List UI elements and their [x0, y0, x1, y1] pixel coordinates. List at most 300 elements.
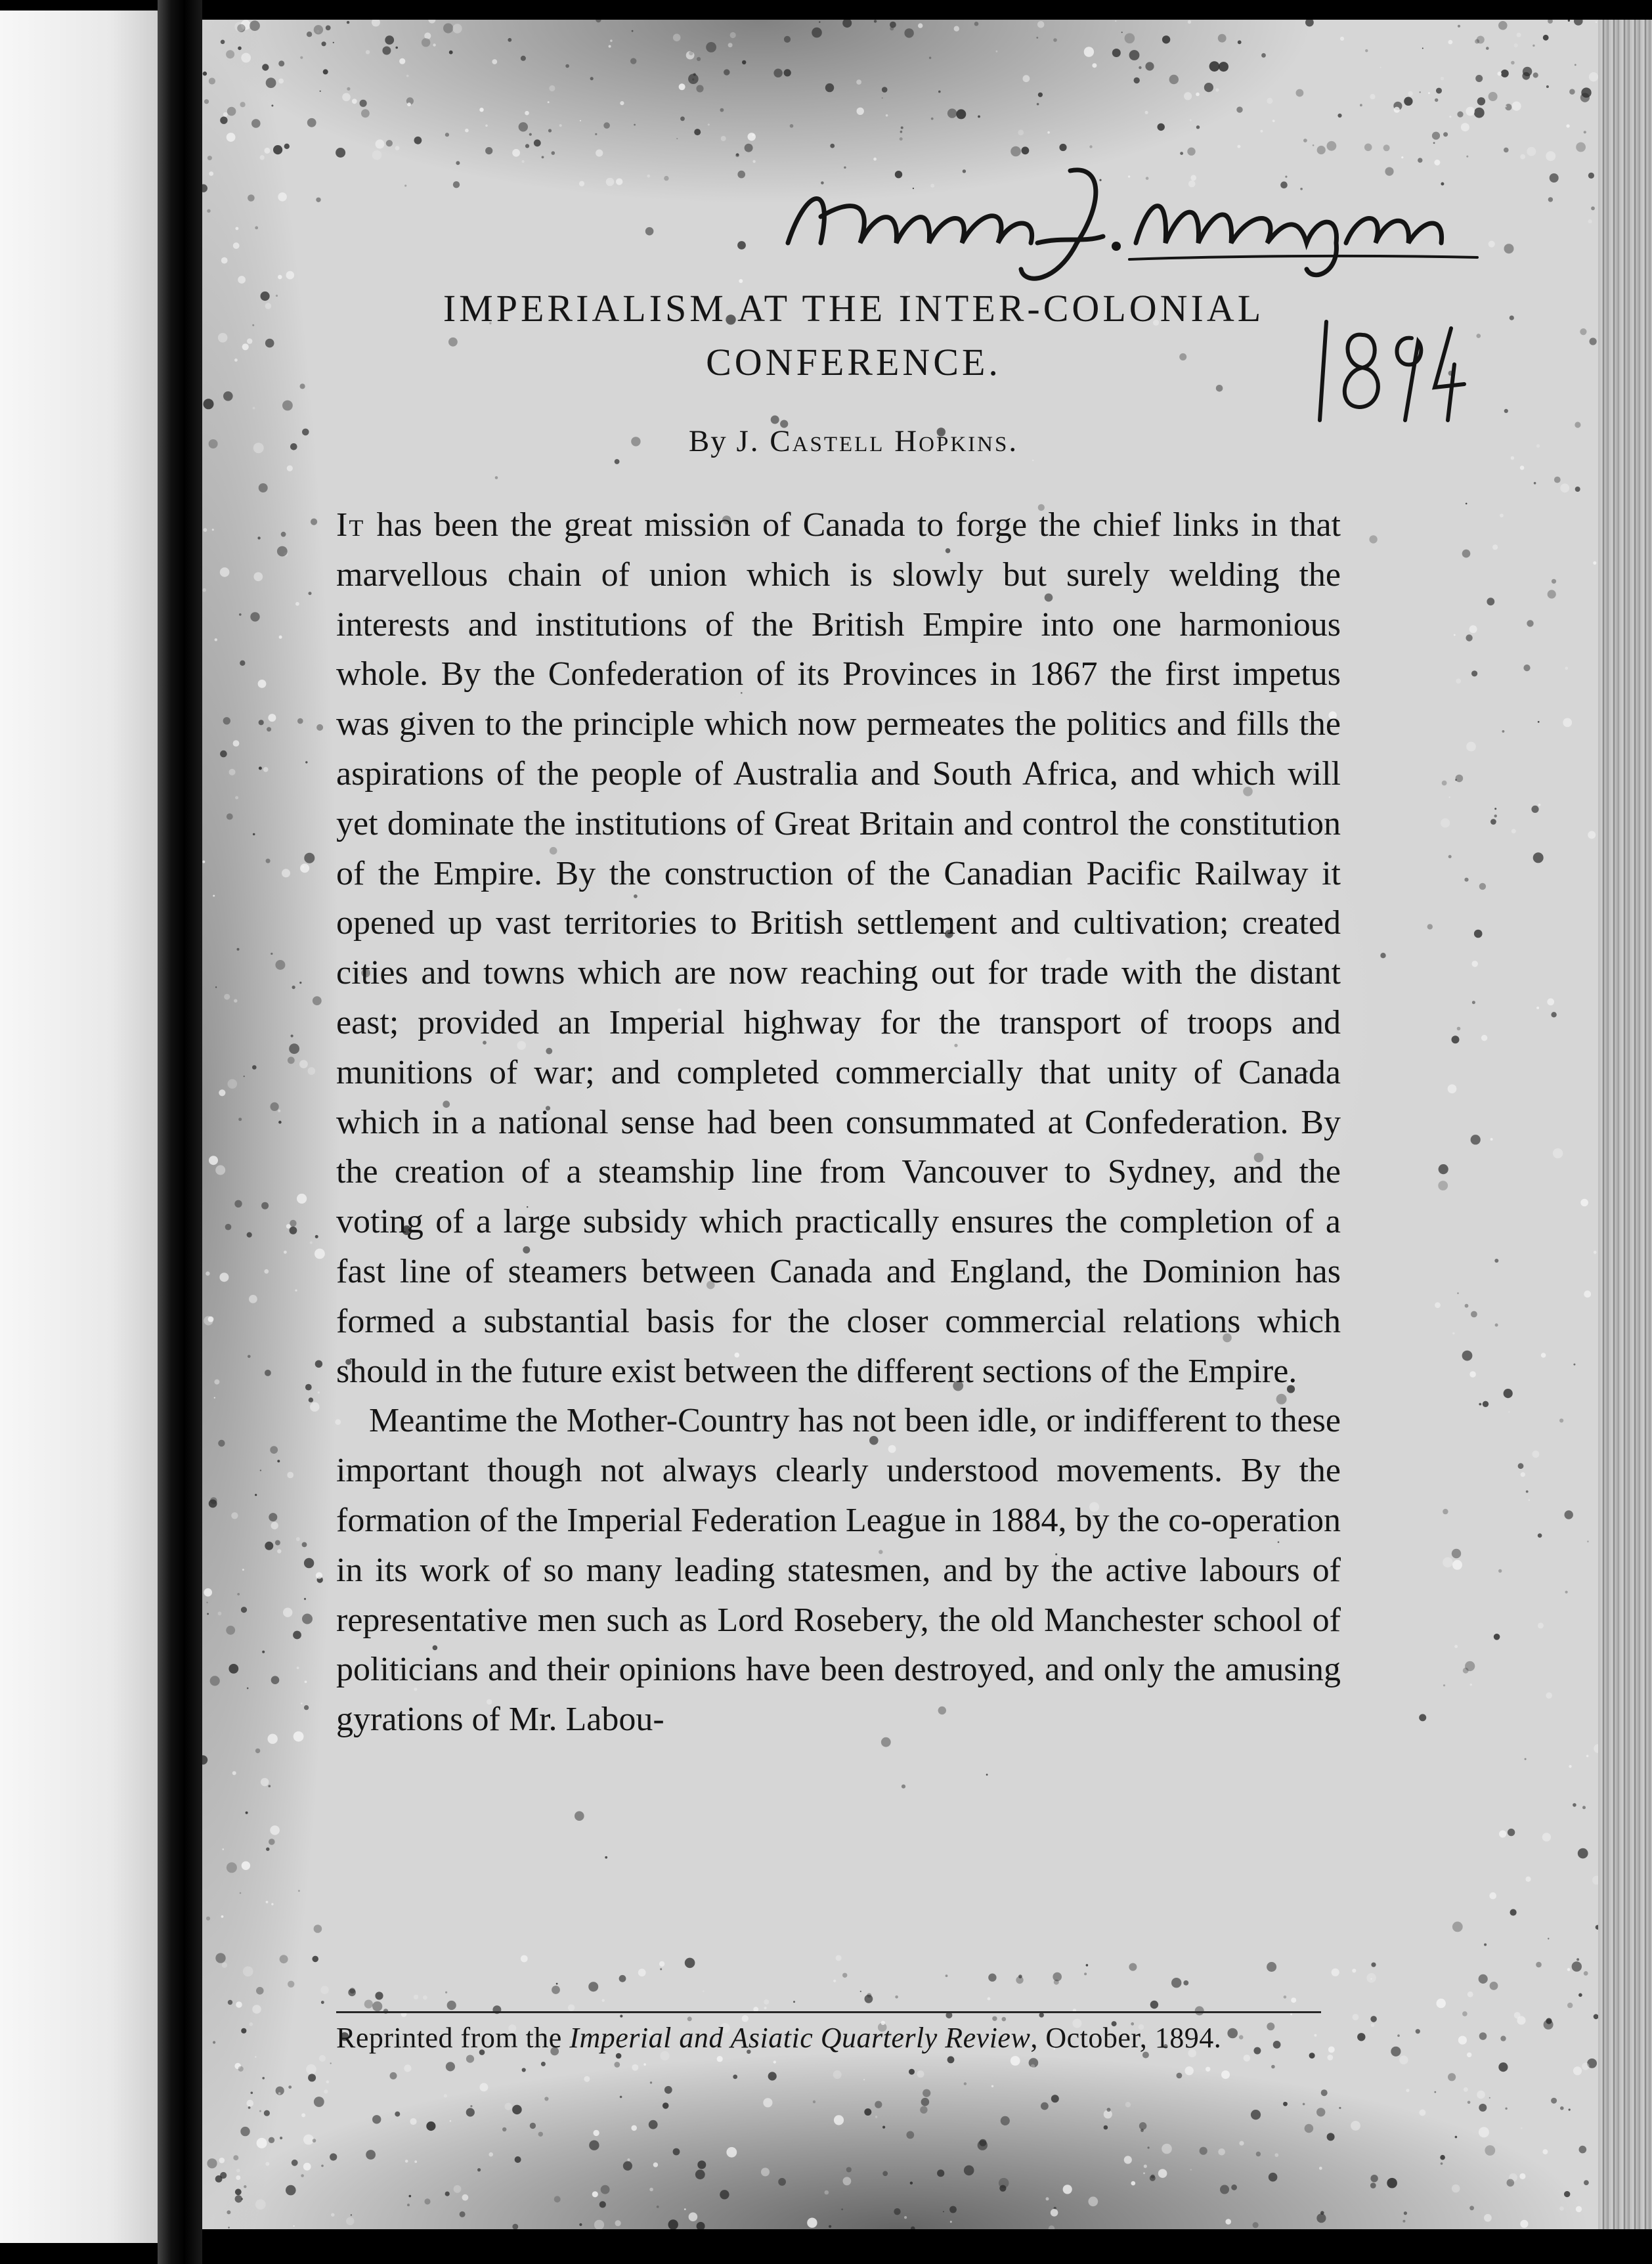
- foxing-spot: [321, 2001, 324, 2004]
- foxing-spot: [203, 72, 207, 76]
- foxing-spot: [399, 58, 405, 64]
- foxing-spot: [242, 1861, 250, 1870]
- foxing-spot: [485, 125, 488, 127]
- foxing-spot: [279, 636, 282, 639]
- foxing-spot: [694, 129, 701, 135]
- foxing-spot: [1568, 20, 1570, 22]
- foxing-spot: [1370, 2175, 1378, 2182]
- foxing-spot: [1432, 132, 1440, 140]
- foxing-spot: [1479, 883, 1486, 890]
- foxing-spot: [309, 592, 312, 595]
- foxing-spot: [218, 333, 228, 343]
- foxing-spot: [1538, 804, 1541, 806]
- foxing-spot: [632, 30, 634, 32]
- foxing-spot: [277, 1460, 280, 1462]
- foxing-spot: [1443, 1557, 1453, 1568]
- foxing-spot: [1505, 2108, 1507, 2110]
- foxing-spot: [1494, 808, 1496, 810]
- foxing-spot: [1462, 2011, 1467, 2016]
- foxing-spot: [1370, 2183, 1376, 2188]
- foxing-spot: [241, 2028, 246, 2034]
- foxing-spot: [1575, 64, 1576, 66]
- foxing-spot: [522, 2068, 526, 2072]
- foxing-spot: [429, 20, 436, 24]
- foxing-spot: [1419, 1714, 1426, 1721]
- foxing-spot: [209, 1500, 217, 1508]
- foxing-spot: [278, 2092, 281, 2095]
- foxing-spot: [235, 796, 238, 799]
- foxing-spot: [1131, 2181, 1136, 2186]
- foxing-spot: [1141, 2129, 1144, 2132]
- foxing-spot: [1434, 2091, 1436, 2093]
- foxing-spot: [1472, 1001, 1475, 1004]
- foxing-spot: [206, 1601, 207, 1603]
- foxing-spot: [728, 43, 733, 47]
- foxing-spot: [445, 1992, 447, 1993]
- foxing-spot: [1573, 1364, 1575, 1366]
- foxing-spot: [1574, 20, 1583, 26]
- foxing-spot: [310, 1242, 313, 1244]
- foxing-spot: [233, 740, 240, 747]
- foxing-spot: [1589, 72, 1598, 81]
- foxing-spot: [228, 2227, 229, 2228]
- foxing-spot: [1510, 1909, 1517, 1915]
- foxing-spot: [1134, 77, 1140, 83]
- foxing-spot: [258, 680, 267, 688]
- foxing-spot: [1551, 2098, 1557, 2104]
- foxing-spot: [1397, 2034, 1400, 2037]
- foxing-spot: [251, 119, 261, 128]
- foxing-spot: [204, 399, 214, 409]
- foxing-spot: [812, 28, 822, 38]
- foxing-spot: [266, 859, 271, 863]
- foxing-spot: [241, 1607, 247, 1613]
- foxing-spot: [1584, 131, 1586, 133]
- foxing-spot: [221, 257, 228, 264]
- foxing-spot: [686, 51, 695, 60]
- foxing-spot: [1469, 1371, 1476, 1378]
- foxing-spot: [349, 1988, 355, 1993]
- foxing-spot: [1580, 328, 1586, 335]
- foxing-spot: [1471, 961, 1478, 967]
- foxing-spot: [1544, 2020, 1554, 2030]
- foxing-spot: [1088, 2196, 1098, 2206]
- foxing-spot: [283, 1608, 292, 1617]
- foxing-spot: [410, 2118, 416, 2125]
- foxing-spot: [1479, 1974, 1488, 1984]
- foxing-spot: [202, 861, 205, 863]
- foxing-spot: [247, 1687, 249, 1689]
- foxing-spot: [1387, 2178, 1397, 2188]
- foxing-spot: [1525, 1877, 1531, 1882]
- foxing-spot: [269, 1513, 277, 1521]
- foxing-spot: [601, 2185, 610, 2194]
- foxing-spot: [906, 2131, 914, 2139]
- foxing-spot: [1370, 94, 1375, 99]
- foxing-spot: [999, 2178, 1009, 2188]
- foxing-spot: [297, 1194, 307, 1204]
- foxing-spot: [1536, 1007, 1539, 1009]
- foxing-spot: [679, 83, 685, 90]
- foxing-spot: [1261, 53, 1266, 58]
- foxing-spot: [1121, 32, 1123, 33]
- byline: [368, 424, 1339, 459]
- foxing-spot: [314, 1925, 322, 1933]
- foxing-spot: [226, 1626, 235, 1635]
- foxing-spot: [696, 85, 703, 92]
- foxing-spot: [1125, 2102, 1131, 2107]
- foxing-spot: [752, 160, 755, 163]
- foxing-spot: [1236, 106, 1242, 112]
- foxing-spot: [1433, 142, 1435, 144]
- foxing-spot: [330, 2062, 332, 2064]
- foxing-spot: [260, 155, 265, 160]
- foxing-spot: [1150, 2175, 1156, 2181]
- foxing-spot: [1183, 1980, 1188, 1986]
- foxing-spot: [904, 2216, 907, 2219]
- paragraph-2: Meantime the Mother-Country has not been idle, or indifferent to these important though not always clearly understood movements. By the formation of the Imperial Federation League in 1884, by the co-operation in its work of so many leading statesmen, and by the active labours of representative men such as Lord Rosebery, the old Manchester school of politicians and their opinions have been destroyed, and only the amusing gyrations of Mr. Labou-: [336, 1402, 1341, 1739]
- foxing-spot: [742, 60, 746, 64]
- foxing-spot: [253, 572, 263, 581]
- foxing-spot: [1596, 22, 1597, 23]
- foxing-spot: [610, 39, 613, 42]
- foxing-spot: [1501, 70, 1509, 77]
- foxing-spot: [938, 91, 941, 93]
- foxing-spot: [1148, 2146, 1150, 2148]
- foxing-spot: [390, 2072, 397, 2079]
- foxing-spot: [300, 56, 303, 59]
- foxing-spot: [248, 194, 255, 202]
- foxing-spot: [305, 1681, 307, 1684]
- foxing-spot: [262, 2077, 265, 2079]
- foxing-spot: [1428, 92, 1430, 94]
- foxing-spot: [1439, 1164, 1448, 1174]
- foxing-spot: [1448, 855, 1452, 858]
- foxing-spot: [875, 2116, 877, 2118]
- foxing-spot: [1337, 114, 1341, 118]
- foxing-spot: [315, 1249, 325, 1259]
- foxing-spot: [1448, 2073, 1456, 2081]
- foxing-spot: [333, 42, 334, 43]
- foxing-spot: [974, 22, 979, 26]
- foxing-spot: [1494, 1259, 1498, 1263]
- foxing-spot: [1547, 998, 1554, 1005]
- foxing-spot: [1538, 1533, 1542, 1538]
- foxing-spot: [253, 407, 255, 410]
- foxing-spot: [336, 148, 345, 158]
- foxing-spot: [1427, 924, 1433, 929]
- foxing-spot: [565, 64, 569, 68]
- foxing-spot: [292, 2160, 298, 2166]
- foxing-spot: [1548, 590, 1556, 598]
- foxing-spot: [248, 1355, 251, 1359]
- foxing-spot: [1542, 1833, 1551, 1841]
- foxing-spot: [1443, 1509, 1448, 1514]
- foxing-spot: [311, 519, 317, 525]
- foxing-spot: [313, 996, 322, 1005]
- foxing-spot: [1582, 2062, 1589, 2070]
- foxing-spot: [307, 32, 312, 37]
- foxing-spot: [1454, 1645, 1458, 1648]
- foxing-spot: [204, 528, 207, 532]
- foxing-spot: [688, 74, 699, 84]
- foxing-spot: [1477, 2091, 1485, 2099]
- foxing-spot: [1150, 2001, 1158, 2009]
- foxing-spot: [1487, 598, 1494, 605]
- foxing-spot: [202, 185, 207, 192]
- foxing-spot: [1486, 47, 1489, 50]
- foxing-spot: [224, 994, 230, 1000]
- foxing-spot: [580, 120, 581, 121]
- foxing-spot: [1471, 1311, 1477, 1318]
- foxing-spot: [214, 1397, 215, 1399]
- foxing-spot: [1467, 2053, 1471, 2057]
- foxing-spot: [202, 1755, 207, 1764]
- foxing-spot: [1260, 130, 1263, 133]
- foxing-spot: [372, 20, 380, 27]
- foxing-spot: [1267, 98, 1272, 104]
- foxing-spot: [1458, 2036, 1467, 2045]
- foxing-spot: [1365, 49, 1368, 52]
- foxing-spot: [259, 483, 268, 492]
- foxing-spot: [1490, 1138, 1493, 1141]
- foxing-spot: [297, 1666, 299, 1669]
- foxing-spot: [901, 127, 903, 129]
- foxing-spot: [819, 21, 820, 22]
- foxing-spot: [1565, 666, 1569, 670]
- foxing-spot: [1502, 730, 1505, 733]
- foxing-spot: [1498, 1569, 1502, 1573]
- foxing-spot: [1576, 142, 1586, 152]
- foxing-spot: [1588, 831, 1596, 839]
- foxing-spot: [243, 1967, 253, 1977]
- foxing-spot: [1023, 75, 1030, 82]
- foxing-spot: [1436, 88, 1442, 94]
- foxing-spot: [320, 91, 321, 92]
- foxing-spot: [315, 1235, 318, 1238]
- article-title-line-1: IMPERIALISM AT THE INTER-COLONIAL: [443, 287, 1265, 330]
- foxing-spot: [1477, 334, 1481, 338]
- foxing-spot: [697, 57, 701, 61]
- book-gutter: [158, 0, 202, 2264]
- foxing-spot: [784, 36, 791, 43]
- foxing-spot: [846, 2167, 852, 2172]
- footnote-journal: Imperial and Asiatic Quarterly Review: [569, 2022, 1031, 2054]
- foxing-spot: [534, 139, 541, 146]
- foxing-spot: [295, 602, 299, 606]
- article-title-line-2: CONFERENCE.: [706, 341, 1001, 383]
- footnote-divider: [336, 2011, 1321, 2013]
- foxing-spot: [238, 1118, 242, 1121]
- foxing-spot: [269, 1785, 271, 1787]
- foxing-spot: [1188, 20, 1191, 24]
- foxing-spot: [1158, 123, 1165, 131]
- foxing-spot: [752, 134, 754, 136]
- foxing-spot: [265, 339, 274, 348]
- foxing-spot: [668, 2219, 678, 2229]
- foxing-spot: [1575, 487, 1580, 492]
- foxing-spot: [1504, 148, 1509, 153]
- foxing-spot: [1466, 634, 1472, 641]
- foxing-spot: [1525, 1758, 1527, 1760]
- foxing-spot: [1001, 2116, 1010, 2125]
- foxing-spot: [1357, 2033, 1365, 2041]
- foxing-spot: [946, 1974, 948, 1977]
- foxing-spot: [1452, 1922, 1463, 1932]
- foxing-spot: [262, 1651, 265, 1653]
- foxing-spot: [882, 2171, 888, 2176]
- foxing-spot: [219, 1273, 228, 1282]
- foxing-spot: [764, 2007, 767, 2009]
- foxing-spot: [238, 2066, 244, 2072]
- foxing-spot: [1360, 104, 1362, 106]
- foxing-spot: [236, 2175, 240, 2180]
- foxing-spot: [1449, 796, 1450, 798]
- foxing-spot: [863, 2079, 865, 2080]
- foxing-spot: [304, 853, 315, 863]
- foxing-spot: [1352, 1969, 1356, 1972]
- foxing-spot: [204, 1316, 213, 1325]
- foxing-spot: [1504, 409, 1508, 413]
- foxing-spot: [235, 2195, 242, 2202]
- foxing-spot: [1508, 1829, 1515, 1836]
- foxing-spot: [330, 2153, 337, 2160]
- foxing-spot: [275, 960, 285, 970]
- foxing-spot: [1200, 2147, 1207, 2155]
- foxing-spot: [1366, 1973, 1376, 1983]
- foxing-spot: [512, 2224, 518, 2229]
- foxing-spot: [223, 717, 230, 724]
- foxing-spot: [1576, 2206, 1582, 2212]
- foxing-spot: [479, 2083, 488, 2091]
- foxing-spot: [1340, 37, 1344, 41]
- foxing-spot: [663, 2102, 669, 2109]
- foxing-spot: [316, 724, 323, 731]
- foxing-spot: [630, 58, 636, 64]
- foxing-spot: [241, 53, 251, 63]
- foxing-spot: [1470, 1684, 1472, 1686]
- foxing-spot: [1053, 38, 1057, 42]
- foxing-spot: [1256, 2152, 1261, 2156]
- foxing-spot: [291, 1035, 293, 1037]
- foxing-spot: [900, 137, 903, 141]
- foxing-spot: [445, 133, 449, 137]
- foxing-spot: [1520, 466, 1525, 470]
- foxing-spot: [1162, 35, 1170, 43]
- foxing-spot: [1494, 815, 1497, 817]
- foxing-spot: [212, 529, 214, 531]
- foxing-spot: [1190, 2169, 1192, 2171]
- foxing-spot: [515, 2156, 521, 2163]
- foxing-spot: [512, 149, 520, 157]
- foxing-spot: [287, 1472, 293, 1479]
- foxing-spot: [1422, 48, 1424, 49]
- foxing-spot: [991, 2085, 993, 2087]
- footnote-prefix: Reprinted from the: [336, 2022, 562, 2054]
- foxing-spot: [255, 1749, 260, 1753]
- foxing-spot: [207, 209, 210, 213]
- foxing-spot: [764, 1999, 769, 2005]
- foxing-spot: [282, 401, 293, 411]
- foxing-spot: [1546, 151, 1555, 161]
- foxing-spot: [209, 1156, 218, 1165]
- foxing-spot: [1563, 718, 1572, 728]
- foxing-spot: [676, 138, 678, 139]
- foxing-spot: [1332, 1969, 1339, 1976]
- foxing-spot: [301, 2174, 304, 2177]
- foxing-spot: [1011, 2056, 1020, 2066]
- foxing-spot: [717, 2056, 723, 2062]
- foxing-spot: [1448, 1084, 1457, 1093]
- foxing-spot: [446, 2062, 455, 2071]
- foxing-spot: [1171, 1978, 1181, 1988]
- foxing-spot: [1084, 1972, 1087, 1975]
- foxing-spot: [1216, 385, 1223, 392]
- foxing-spot: [1032, 460, 1033, 461]
- foxing-spot: [466, 2055, 474, 2063]
- foxing-spot: [247, 2100, 254, 2107]
- foxing-spot: [575, 1811, 584, 1821]
- foxing-spot: [1531, 806, 1538, 813]
- foxing-spot: [1594, 1251, 1597, 1254]
- foxing-spot: [619, 1975, 626, 1982]
- foxing-spot: [261, 1778, 269, 1787]
- foxing-spot: [890, 22, 896, 28]
- foxing-spot: [280, 2137, 282, 2139]
- foxing-spot: [300, 383, 305, 389]
- foxing-spot: [1049, 2225, 1054, 2229]
- foxing-spot: [773, 2060, 776, 2063]
- foxing-spot: [589, 2141, 599, 2150]
- foxing-spot: [1507, 2179, 1515, 2187]
- foxing-spot: [1581, 87, 1591, 97]
- foxing-spot: [1494, 1634, 1500, 1640]
- foxing-spot: [1319, 2167, 1322, 2170]
- foxing-spot: [1440, 2155, 1445, 2160]
- foxing-spot: [346, 2217, 354, 2225]
- foxing-spot: [733, 2075, 737, 2079]
- foxing-spot: [266, 1848, 269, 1851]
- foxing-spot: [1573, 1803, 1576, 1807]
- foxing-spot: [1272, 120, 1275, 122]
- foxing-spot: [1529, 1500, 1530, 1501]
- foxing-spot: [748, 133, 756, 141]
- foxing-spot: [1580, 1199, 1588, 1207]
- foxing-spot: [286, 271, 295, 280]
- foxing-spot: [366, 50, 370, 54]
- foxing-spot: [1251, 2110, 1261, 2120]
- foxing-spot: [875, 2101, 882, 2108]
- foxing-spot: [1508, 1411, 1510, 1412]
- foxing-spot: [235, 2188, 242, 2195]
- foxing-spot: [1485, 2145, 1495, 2156]
- foxing-spot: [300, 863, 309, 873]
- foxing-spot: [1512, 102, 1521, 111]
- foxing-spot: [895, 1995, 898, 1999]
- author-name: J. Castell Hopkins.: [736, 424, 1019, 458]
- foxing-spot: [277, 546, 288, 557]
- foxing-spot: [1481, 1035, 1487, 1041]
- foxing-spot: [900, 131, 903, 133]
- foxing-spot: [306, 2064, 316, 2075]
- foxing-spot: [227, 107, 236, 116]
- foxing-spot: [695, 2169, 705, 2179]
- foxing-spot: [261, 292, 270, 301]
- foxing-spot: [293, 1731, 304, 1742]
- foxing-spot: [223, 391, 233, 401]
- foxing-spot: [409, 2195, 412, 2198]
- foxing-spot: [271, 953, 272, 955]
